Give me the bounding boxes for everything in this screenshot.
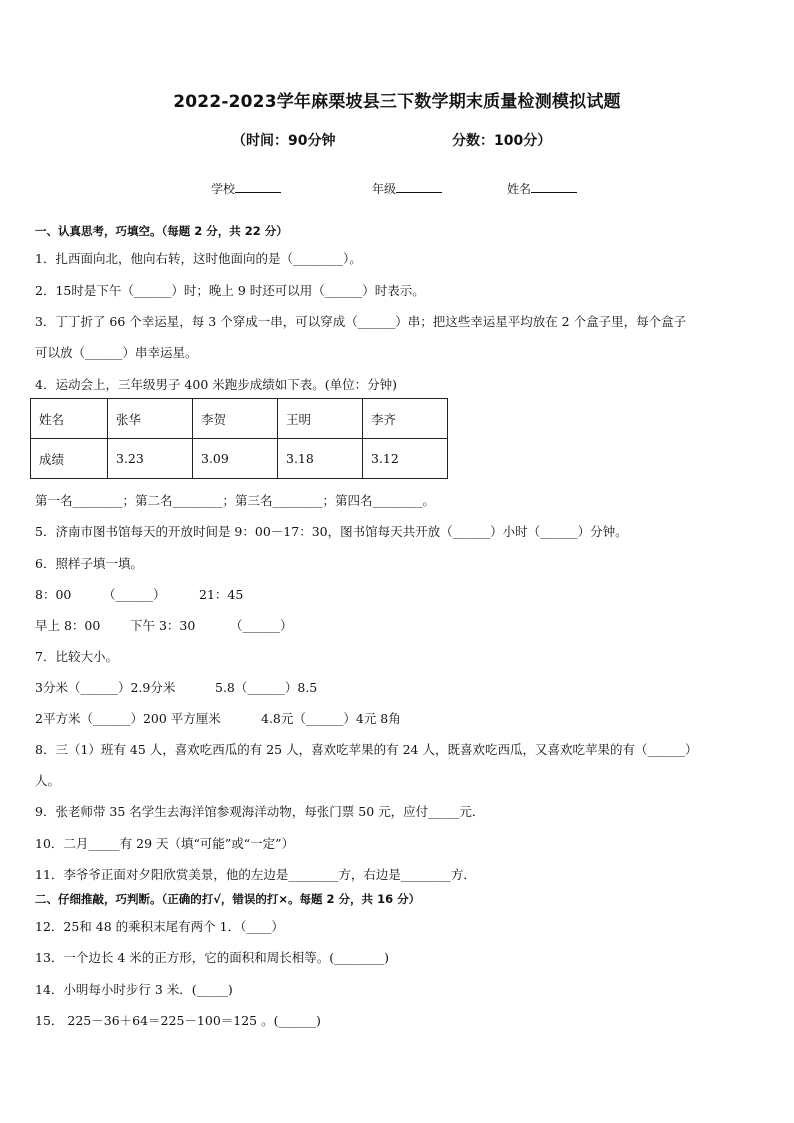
question-8-line-1: 8．三（1）班有 45 人，喜欢吃西瓜的有 25 人，喜欢吃苹果的有 24 人，既喜欢吃西瓜，又喜欢吃苹果的有（______） [35,742,698,757]
question-10: 10．二月_____有 29 天（填“可能”或“一定”） [35,836,295,851]
grade-label: 年级 [372,182,397,196]
question-13: 13．一个边长 4 米的正方形，它的面积和周长相等。(________) [35,950,390,965]
school-label: 学校 [211,182,236,196]
question-6-24h-time: 21：45 [199,587,244,602]
question-7: 7．比较大小。 [35,649,118,664]
question-6-afternoon-time: 下午 3：30 [130,618,196,633]
exam-score: 分数：100分） [452,133,552,149]
question-15: 15． 225－36＋64＝225－100＝125 。(______) [35,1013,321,1028]
school-blank[interactable] [235,180,281,193]
question-6-blank-2: （______） [230,618,293,633]
name-field [507,180,577,197]
table-cell: 3.18 [278,439,363,479]
question-14: 14．小明每小时步行 3 米．(_____) [35,982,233,997]
question-3-line-2: 可以放（______）串幸运星。 [35,345,198,360]
question-7-item-1: 3分米（______）2.9分米 [35,680,176,695]
question-11: 11．李爷爷正面对夕阳欣赏美景，他的左边是________方，右边是________方． [35,867,476,882]
name-label: 姓名 [507,182,532,196]
table-cell: 李齐 [363,399,448,439]
question-4: 4．运动会上，三年级男子 400 米跑步成绩如下表。(单位：分钟) [35,377,398,392]
page-title: 2022-2023学年麻栗坡县三下数学期末质量检测模拟试题 [173,92,621,112]
question-7-item-2: 5.8（______）8.5 [215,680,318,695]
question-5: 5．济南市图书馆每天的开放时间是 9：00－17：30，图书馆每天共开放（______）小时（______）分钟。 [35,524,628,539]
question-6-example-time: 8：00 [35,587,72,602]
question-12: 12．25和 48 的乘积末尾有两个 1．（____） [35,919,284,934]
question-8-line-2: 人。 [35,773,61,788]
table-cell: 3.23 [108,439,193,479]
table-cell: 张华 [108,399,193,439]
section-1-heading: 一、认真思考，巧填空。（每题 2 分，共 22 分） [35,224,288,238]
section-2-heading: 二、仔细推敲，巧判断。（正确的打√，错误的打×。每题 2 分，共 16 分） [35,892,421,906]
grade-blank[interactable] [396,180,442,193]
question-7-item-3: 2平方米（______）200 平方厘米 [35,711,221,726]
table-cell: 3.09 [193,439,278,479]
school-field [211,180,281,197]
question-2: 2．15时是下午（______）时；晚上 9 时还可以用（______）时表示。 [35,283,425,298]
score-table [30,398,448,479]
table-row [31,439,448,479]
question-4-answer: 第一名________；第二名________；第三名________；第四名________。 [35,493,436,508]
question-3-line-1: 3．丁丁折了 66 个幸运星，每 3 个穿成一串，可以穿成（______）串；把这些幸运星平均放在 2 个盒子里，每个盒子 [35,314,687,329]
table-cell: 3.12 [363,439,448,479]
question-6-blank-1: （______） [103,587,166,602]
question-1: 1．扎西面向北，他向右转，这时他面向的是（________）。 [35,251,362,266]
grade-field [372,180,442,197]
table-cell: 王明 [278,399,363,439]
table-row [31,399,448,439]
question-9: 9．张老师带 35 名学生去海洋馆参观海洋动物，每张门票 50 元，应付_____元． [35,804,485,819]
name-blank[interactable] [531,180,577,193]
exam-time: （时间：90分钟 [232,133,336,149]
table-cell: 姓名 [31,399,108,439]
table-cell: 成绩 [31,439,108,479]
question-6: 6．照样子填一填。 [35,556,143,571]
table-cell: 李贺 [193,399,278,439]
question-6-12h-time: 早上 8：00 [35,618,101,633]
question-7-item-4: 4.8元（______）4元 8角 [261,711,401,726]
